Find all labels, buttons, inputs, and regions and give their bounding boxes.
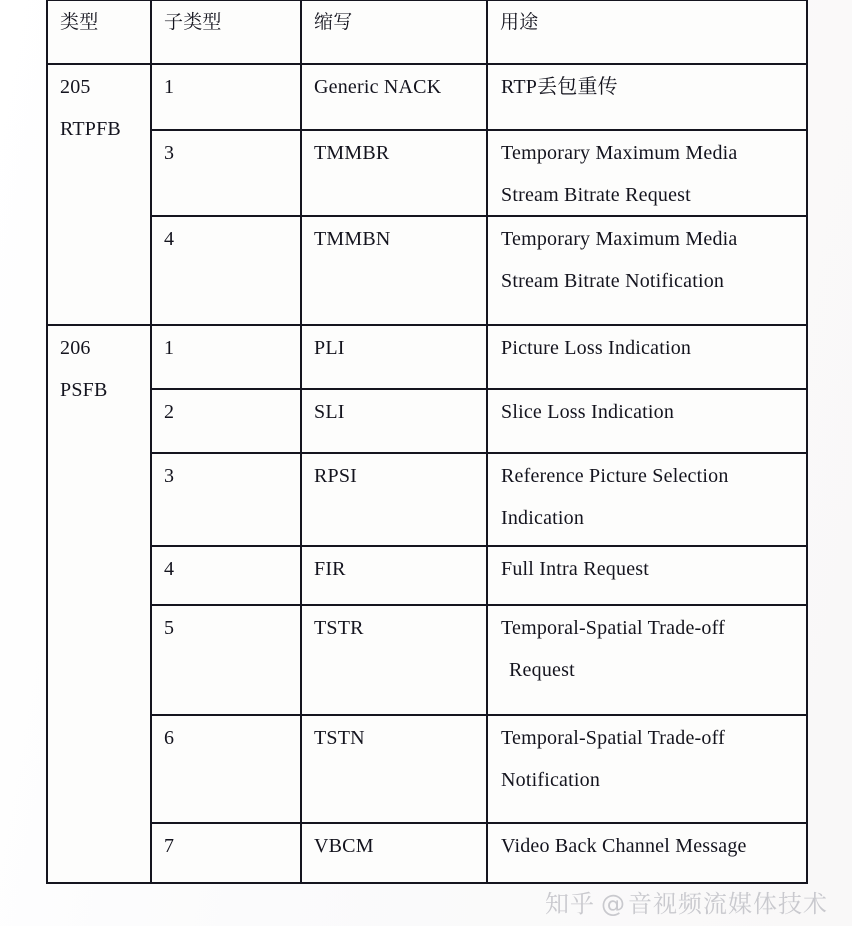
header-label-usage: 用途 bbox=[500, 11, 539, 33]
usage-line: Request bbox=[509, 659, 575, 681]
subtype-value: 4 bbox=[164, 558, 175, 580]
usage-line: Indication bbox=[501, 507, 585, 529]
header-label-abbreviation: 缩写 bbox=[314, 11, 353, 33]
abbreviation-cell bbox=[301, 64, 487, 130]
header-label-subtype: 子类型 bbox=[164, 11, 222, 33]
usage-cell bbox=[487, 216, 807, 325]
table-row bbox=[47, 64, 807, 130]
subtype-value: 5 bbox=[164, 617, 175, 639]
watermark-site: 知乎 bbox=[545, 890, 595, 918]
subtype-cell bbox=[151, 130, 301, 216]
table-row bbox=[47, 546, 807, 605]
usage-line: Picture Loss Indication bbox=[501, 337, 692, 359]
abbreviation-value: TSTN bbox=[314, 727, 365, 749]
usage-cell bbox=[487, 130, 807, 216]
subtype-cell bbox=[151, 325, 301, 389]
usage-content bbox=[488, 131, 806, 215]
subtype-value: 1 bbox=[164, 337, 175, 359]
subtype-value: 3 bbox=[164, 142, 175, 164]
usage-content bbox=[488, 454, 806, 538]
usage-cell bbox=[487, 64, 807, 130]
usage-cell bbox=[487, 325, 807, 389]
table-row bbox=[47, 715, 807, 823]
usage-content bbox=[488, 390, 806, 432]
header-cell-abbreviation bbox=[301, 0, 487, 64]
subtype-value: 7 bbox=[164, 835, 175, 857]
zhihu-watermark bbox=[545, 884, 828, 919]
table-row bbox=[47, 130, 807, 216]
usage-line: Slice Loss Indication bbox=[501, 401, 675, 423]
subtype-cell bbox=[151, 453, 301, 546]
type-code: 205 bbox=[60, 76, 91, 98]
abbreviation-cell bbox=[301, 216, 487, 325]
usage-cell bbox=[487, 546, 807, 605]
usage-line: RTP丢包重传 bbox=[501, 76, 618, 98]
usage-line: Video Back Channel Message bbox=[501, 835, 747, 857]
table-header-row bbox=[47, 0, 807, 64]
type-cell-psfb bbox=[47, 325, 151, 883]
abbreviation-cell bbox=[301, 715, 487, 823]
usage-line: Temporary Maximum Media bbox=[501, 228, 738, 250]
table-row bbox=[47, 325, 807, 389]
usage-content bbox=[488, 217, 806, 301]
abbreviation-cell bbox=[301, 546, 487, 605]
table-row bbox=[47, 216, 807, 325]
abbreviation-cell bbox=[301, 389, 487, 453]
subtype-cell bbox=[151, 715, 301, 823]
usage-content bbox=[488, 606, 806, 690]
type-cell-content bbox=[48, 65, 150, 149]
subtype-cell bbox=[151, 216, 301, 325]
usage-line: Temporal-Spatial Trade-off bbox=[501, 617, 725, 639]
usage-cell bbox=[487, 823, 807, 883]
abbreviation-value: TMMBN bbox=[314, 228, 391, 250]
usage-cell bbox=[487, 453, 807, 546]
abbreviation-value: SLI bbox=[314, 401, 345, 423]
abbreviation-value: FIR bbox=[314, 558, 346, 580]
subtype-value: 3 bbox=[164, 465, 175, 487]
abbreviation-value: TMMBR bbox=[314, 142, 390, 164]
usage-line: Stream Bitrate Request bbox=[501, 184, 691, 206]
subtype-cell bbox=[151, 546, 301, 605]
usage-line: Temporal-Spatial Trade-off bbox=[501, 727, 725, 749]
usage-cell bbox=[487, 715, 807, 823]
header-cell-usage bbox=[487, 0, 807, 64]
usage-line: Stream Bitrate Notification bbox=[501, 270, 725, 292]
subtype-value: 2 bbox=[164, 401, 175, 423]
abbreviation-cell bbox=[301, 823, 487, 883]
abbreviation-cell bbox=[301, 325, 487, 389]
usage-line: Reference Picture Selection bbox=[501, 465, 729, 487]
subtype-value: 6 bbox=[164, 727, 175, 749]
table-row bbox=[47, 823, 807, 883]
usage-line: Full Intra Request bbox=[501, 558, 650, 580]
usage-cell bbox=[487, 605, 807, 715]
abbreviation-value: VBCM bbox=[314, 835, 374, 857]
usage-content bbox=[488, 326, 806, 368]
usage-cell bbox=[487, 389, 807, 453]
usage-content bbox=[488, 716, 806, 800]
usage-content bbox=[488, 547, 806, 589]
usage-content bbox=[488, 824, 806, 866]
subtype-cell bbox=[151, 823, 301, 883]
subtype-cell bbox=[151, 64, 301, 130]
usage-line: Notification bbox=[501, 769, 601, 791]
abbreviation-cell bbox=[301, 453, 487, 546]
type-name: RTPFB bbox=[60, 118, 121, 140]
abbreviation-value: TSTR bbox=[314, 617, 364, 639]
subtype-cell bbox=[151, 605, 301, 715]
watermark-author: 音视频流媒体技术 bbox=[628, 890, 828, 918]
rtcp-feedback-table bbox=[46, 0, 808, 884]
table-row bbox=[47, 453, 807, 546]
header-cell-subtype bbox=[151, 0, 301, 64]
header-cell-type bbox=[47, 0, 151, 64]
table-row bbox=[47, 605, 807, 715]
type-code: 206 bbox=[60, 337, 91, 359]
subtype-value: 4 bbox=[164, 228, 175, 250]
subtype-cell bbox=[151, 389, 301, 453]
abbreviation-cell bbox=[301, 605, 487, 715]
table-row bbox=[47, 389, 807, 453]
usage-content bbox=[488, 65, 806, 107]
abbreviation-value: Generic NACK bbox=[314, 76, 442, 98]
header-label-type: 类型 bbox=[60, 11, 99, 33]
subtype-value: 1 bbox=[164, 76, 175, 98]
type-cell-content bbox=[48, 326, 150, 410]
type-cell-rtpfb bbox=[47, 64, 151, 325]
usage-line: Temporary Maximum Media bbox=[501, 142, 738, 164]
type-name: PSFB bbox=[60, 379, 108, 401]
watermark-at-sign: @ bbox=[601, 890, 626, 918]
abbreviation-value: RPSI bbox=[314, 465, 358, 487]
abbreviation-value: PLI bbox=[314, 337, 345, 359]
abbreviation-cell bbox=[301, 130, 487, 216]
